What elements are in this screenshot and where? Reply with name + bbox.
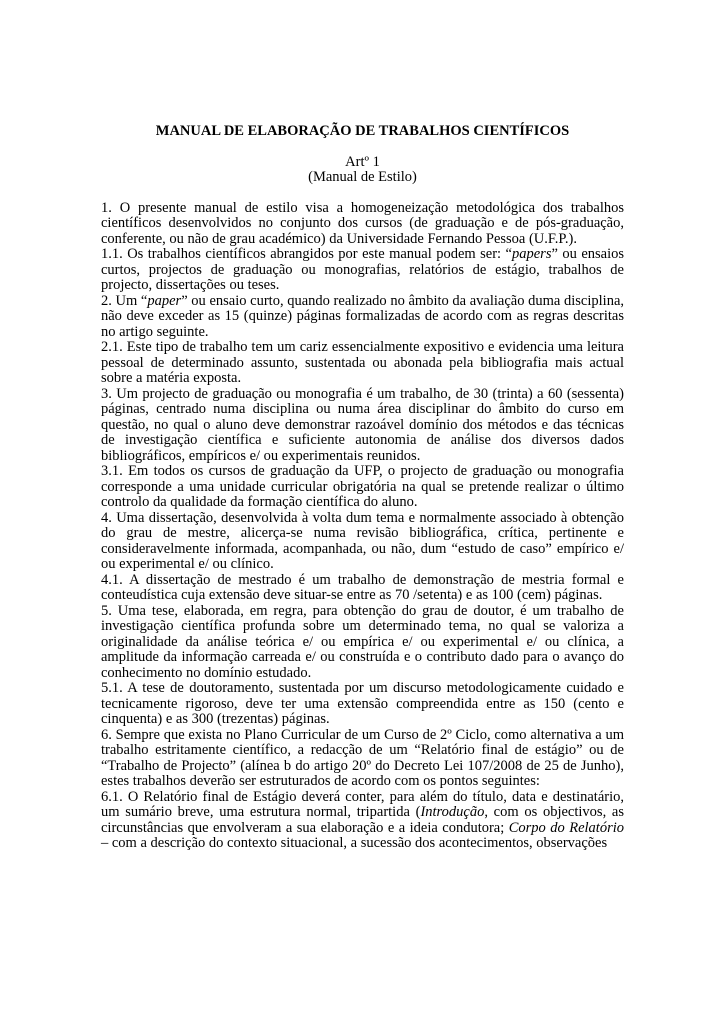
paragraph: 4.1. A dissertação de mestrado é um trabalho de demonstração de mestria formal e conteudística cuja extensão deve situar-se entre as 70 /setenta) e as 100 (cem) páginas. xyxy=(101,571,624,603)
article-heading: Artº 1 xyxy=(345,153,380,170)
paragraph: 5.1. A tese de doutoramento, sustentada por um discurso metodologicamente cuidado e tecnicamente rigoroso, deve ter uma extensão compreendida entre as 150 (cento e cinquenta) e as 300 (trezentas) páginas. xyxy=(101,680,624,727)
article-subheading: (Manual de Estilo) xyxy=(308,169,417,185)
paragraph: 6.1. O Relatório final de Estágio deverá conter, para além do título, data e destinatário, um sumário breve, uma estrutura normal, tripartida (Introdução, com os objectivos, as circunstâncias que envolveram a sua elaboração e a ideia condutora; Corpo do Relatório – com a descrição do contexto situacional, a sucessão dos acontecimentos, observações xyxy=(101,788,624,851)
paragraph: 1. O presente manual de estilo visa a homogeneização metodológica dos trabalhos científicos desenvolvidos no conjunto dos cursos (de graduação e de pós-graduação, conferente, ou não de grau académico) da Universidade Fernando Pessoa (U.F.P.). xyxy=(101,199,624,247)
document-body xyxy=(101,201,624,852)
paragraph: 6. Sempre que exista no Plano Curricular de um Curso de 2º Ciclo, como alternativa a um trabalho estritamente científico, a redacção de um “Relatório final de estágio” ou de “Trabalho de Projecto” (alínea b do artigo 20º do Decreto Lei 107/2008 de 25 de Junho), estes trabalhos deverão ser estruturados de acordo com os pontos seguintes: xyxy=(101,726,624,789)
paragraph: 2.1. Este tipo de trabalho tem um cariz essencialmente expositivo e evidencia uma leitura pessoal de determinado assunto, sustentada ou abonada pela bibliografia mais actual sobre a matéria exposta. xyxy=(101,339,624,386)
paragraph: 5. Uma tese, elaborada, em regra, para obtenção do grau de doutor, é um trabalho de investigação científica profunda sobre um determinado tema, no qual se valoriza a originalidade da análise teórica e/ ou empírica e/ ou experimental e/ ou clínica, a amplitude da informação carreada e/ ou construída e o contributo dado para o avanço do conhecimento no domínio estudado. xyxy=(101,602,624,681)
paragraph: 1.1. Os trabalhos científicos abrangidos por este manual podem ser: “papers” ou ensaios curtos, projectos de graduação ou monografias, relatórios de estágio, trabalhos de projecto, dissertações ou teses. xyxy=(101,246,625,293)
paragraph: 3. Um projecto de graduação ou monografia é um trabalho, de 30 (trinta) a 60 (sessenta) páginas, centrado numa disciplina ou numa área disciplinar do âmbito do curso em questão, no qual o aluno deve demonstrar razoável domínio dos métodos e das técnicas de investigação científica e suficiente autonomia de análise dos diversos dados bibliográficos, empíricos e/ ou experimentais reunidos. xyxy=(101,385,624,464)
paragraph: 2. Um “paper” ou ensaio curto, quando realizado no âmbito da avaliação duma disciplina, não deve exceder as 15 (quinze) páginas formalizadas de acordo com as regras descritas no artigo seguinte. xyxy=(101,292,625,340)
document-page xyxy=(101,124,624,852)
paragraph: 3.1. Em todos os cursos de graduação da UFP, o projecto de graduação ou monografia corresponde a uma unidade curricular obrigatória na qual se pretende realizar o último controlo da qualidade da formação científica do aluno. xyxy=(101,463,624,510)
paragraph: 4. Uma dissertação, desenvolvida à volta dum tema e normalmente associado à obtenção do grau de mestre, alicerça-se numa revisão bibliográfica, crítica, pertinente e consideravelmente informada, acompanhada, ou não, dum “estudo de caso” empírico e/ ou experimental e/ ou clínico. xyxy=(101,509,624,572)
document-title: MANUAL DE ELABORAÇÃO DE TRABALHOS CIENTÍFICOS xyxy=(155,123,570,139)
